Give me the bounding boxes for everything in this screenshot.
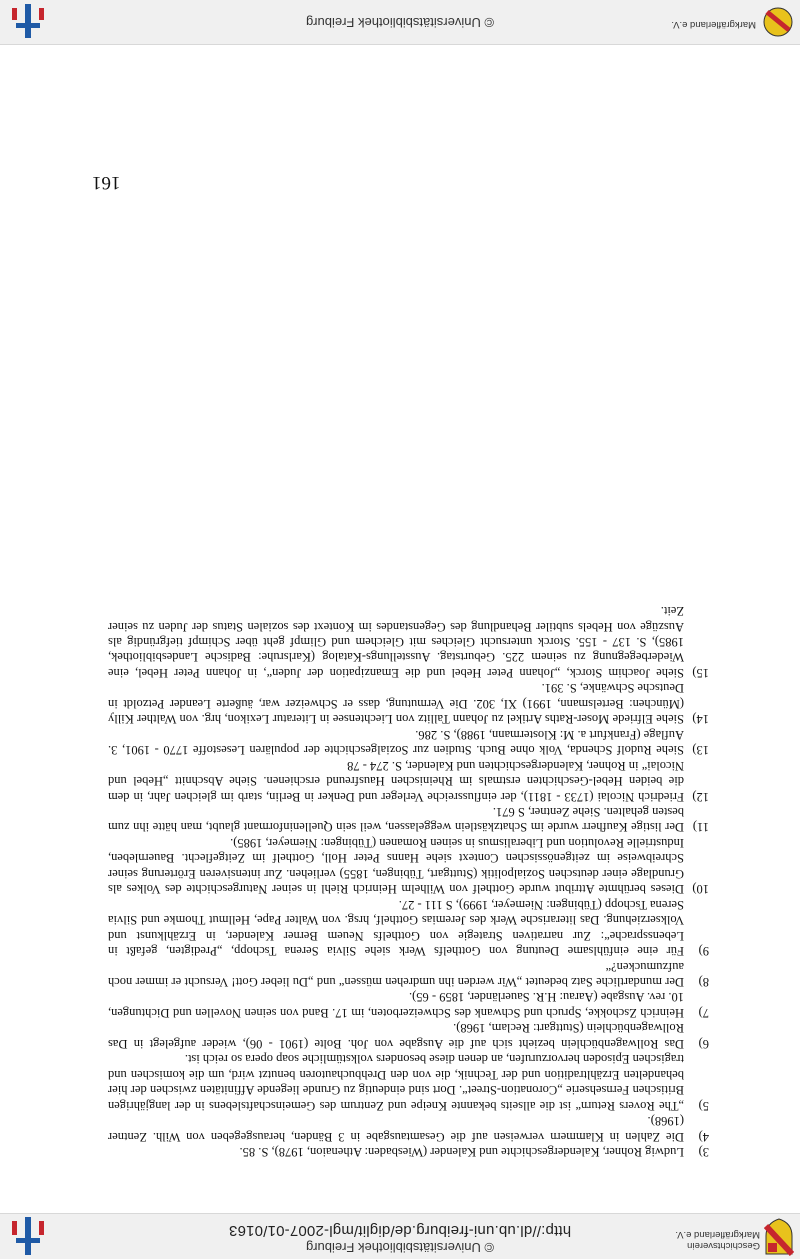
- footnote: [108, 958, 708, 989]
- footnote-text: Das Rollwagenbüchlein bezieht sich auf die Ausgabe von Joh. Bolte (1901 - 06), wieder aufgelegt in Das Rollwagenbüchlein (Stuttgart: Reclam, 1968).: [108, 1021, 684, 1051]
- footer-copyright: © Universitätsbibliothek Freiburg: [305, 15, 495, 30]
- document-url-link[interactable]: http://dl.ub.uni-freiburg.de/diglit/mgl-2007-01/0163: [228, 1222, 572, 1239]
- footnote-text: Der mundartliche Satz bedeutet „Wir werden ihn umdrehen müssen“ und „Du lieber Gott! Versucht er immer noch aufzumucken?“: [108, 959, 684, 990]
- footnote: [108, 757, 708, 803]
- footnote: [108, 680, 708, 726]
- footnote-text: Friedrich Nicolai (1733 - 1811), der einflussreiche Verleger und Denker in Berlin, starb im gleichen Jahr, in dem die beiden Hebel-Geschichten erstmals im Rheinischen Hausfreund erschienen. Siehe Abschnitt „Hebel und Nicolai“ in Rohner, Kalendergeschichten und Kalender, S. 274 - 78: [108, 758, 684, 804]
- society-line: Markgräflerland e.V.: [675, 1229, 760, 1240]
- footnote-text: Für eine einfühlsame Deutung von Gotthelfs Werk siehe Silvia Serena Tschopp, „Predigten, gefaßt in Lebenssprache“: Zur narrativen Strategie von Gotthelfs Neuem Berner Kalender, in Erzählkunst und Volkserziehung. Das literarische Werk des Jeremias Gotthelf, hrsg. von Walter Pape, Hellmut Thomke und Silvia Serena Tschopp (Tübingen: Niemeyer, 1999), S 111 - 27.: [108, 897, 684, 959]
- header-copyright: © Universitätsbibliothek Freiburg: [305, 1240, 495, 1255]
- footnote: [108, 1051, 708, 1113]
- page-number: 161: [92, 172, 121, 193]
- footnotes: [108, 603, 708, 1159]
- footnote: [108, 804, 708, 835]
- footnote-text: Die Zahlen in Klammern verweisen auf die Gesamtausgabe in 3 Bänden, herausgegeben von Wilh. Zentner (1968).: [108, 1114, 684, 1144]
- footnote: [108, 989, 708, 1020]
- footnote-text: Dieses berühmte Attribut wurde Gotthelf von Wilhelm Heinrich Riehl in seiner Naturgeschichte des Volkes als Grundlage einer deutschen Sozialpolitik (Stuttgart, Tübingen, 1855) verliehen. Zur intensiveren Erörterung seiner Schreibweise im zeitgenössischen Context siehe Hanns Peter Holl, Gotthelf im Zeitgeflecht. Bauernleben, Industrielle Revolution und Liberalismus in seinen Romanen (Tübingen: Niemeyer, 1985).: [108, 835, 684, 897]
- footnote-number: 9): [698, 944, 709, 959]
- footnote-text: Heinrich Zschokke, Spruch und Schwank des Schweizerboten, im 17. Band von seinen Novellen und Dichtungen, 10. rev. Ausgabe (Aarau: H.R. Sauerländer, 1859 - 65).: [108, 990, 684, 1020]
- footnote: [108, 834, 708, 896]
- footnote: [108, 1020, 708, 1051]
- footnote-text: Ludwig Rohner, Kalendergeschichte und Kalender (Wiesbaden: Athenaion, 1978), S. 85.: [239, 1145, 684, 1159]
- footnote: [108, 1113, 708, 1144]
- footer-bar: [0, 0, 800, 45]
- footnote-number: 5): [698, 1098, 709, 1113]
- footnote-text: Siehe Elfriede Moser-Raths Artikel zu Johann Tallitz von Liechtensee in Literatur Lexikon, hrg. von Walther Killy (München: Bertelsmann, 1991) XI, 302. Die Vermutung, dass er Schweizer war, äußerte Leander Petzoldt in Deutsche Schwänke, S. 391.: [108, 681, 684, 727]
- footnote-number: 15): [692, 665, 709, 680]
- footnote-text: Siehe Joachim Storck, „Johann Peter Hebel und die Emanzipation der Juden“, in Johann Peter Hebel, eine Wiederbegegnung zu seinem 225. Geburtstag. Ausstellungs-Katalog (Karlsruhe: Badische Landesbibliothek, 1985), S. 137 - 155. Storck untersucht Gleiches mit Gleichem und Glimpf geht über Schimpf tiefgründig als Auszüge von Hebels subtiler Behandlung des Gegenstandes im Kontext des sozialen Status der Juden zu seiner Zeit.: [108, 604, 684, 680]
- coat-of-arms-icon: [762, 6, 794, 38]
- society-name: [675, 1229, 760, 1251]
- footnote-number: 3): [698, 1145, 709, 1159]
- footnote: [108, 1144, 708, 1159]
- footnote-number: 13): [692, 743, 709, 758]
- society-name: Markgräflerland e.V.: [671, 19, 756, 30]
- footnote-number: 4): [698, 1129, 709, 1144]
- footnote-number: 14): [692, 712, 709, 727]
- header-bar: [0, 1213, 800, 1259]
- society-line: Geschichtsverein: [687, 1240, 760, 1251]
- footnote: [108, 726, 708, 757]
- footnote-number: 10): [692, 882, 709, 897]
- footnote-number: 7): [698, 1005, 709, 1020]
- footnote-number: 12): [692, 789, 709, 804]
- footnote-text: Siehe Rudolf Schenda, Volk ohne Buch. Studien zur Sozialgeschichte der populären Lesestoffe 1770 - 1901, 3. Auflage (Frankfurt a. M: Klostermann, 1988), S. 286.: [108, 727, 684, 758]
- footnote-number: 6): [698, 1036, 709, 1051]
- footnote-text: „The Rovers Return“ ist die allseits bekannte Kneipe und Zentrum des Gemeinschaftslebens in der langjährigen Britischen Fernsehserie „Coronation-Street“. Dort sind eindeutig zu Grunde liegende Affinitäten zwischen der hier behandelten Erzähltradition und der Technik, die von den Drehbuchautoren benutzt wird, um die komischen und tragischen Episoden hervorzurufen, an denen diese besonders volkstümliche soap opera so reich ist.: [108, 1052, 684, 1113]
- footnote: [108, 603, 708, 680]
- footnote-text: Der listige Kaufherr wurde im Schatzkästlein weggelassen, weil sein Quelleninformant glaubt, man hätte ihn zum besten gehalten. Siehe Zentner, S 671.: [108, 805, 684, 835]
- footnote-number: 8): [698, 975, 709, 990]
- coat-of-arms-icon: [764, 1218, 794, 1256]
- footnote: [108, 896, 708, 958]
- footnote-number: 11): [692, 820, 709, 835]
